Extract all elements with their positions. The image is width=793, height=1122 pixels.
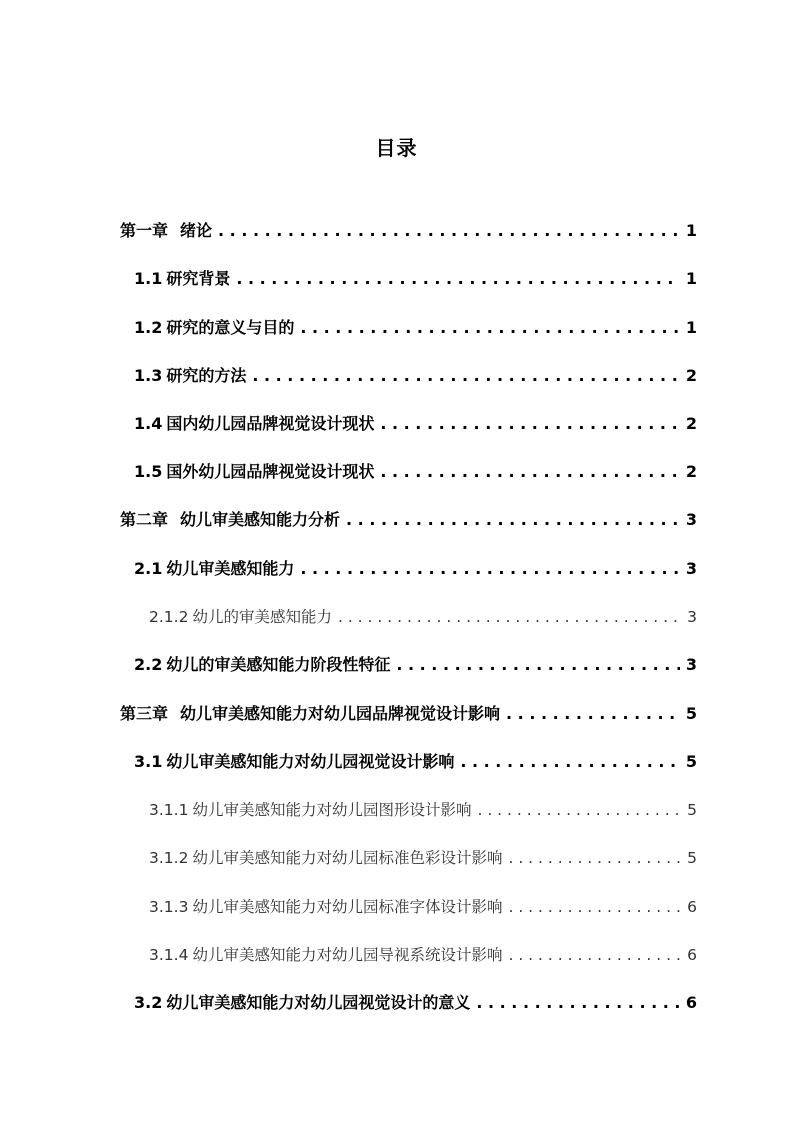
toc-entry-page: 2 (685, 462, 697, 481)
toc-entry-text: 幼儿审美感知能力对幼儿园视觉设计的意义 (166, 993, 471, 1012)
toc-leader-dots (396, 653, 680, 677)
toc-entry[interactable] (134, 267, 697, 291)
toc-entry[interactable] (134, 653, 697, 677)
toc-entry[interactable] (134, 412, 697, 436)
toc-entry-number: 3.2 (134, 993, 163, 1012)
toc-entry-text: 幼儿审美感知能力对幼儿园标准色彩设计影响 (192, 849, 503, 867)
toc-entry-text: 研究的意义与目的 (166, 318, 295, 337)
toc-entry[interactable] (134, 557, 697, 581)
toc-title: 目录 (375, 136, 418, 160)
toc-entry-page: 5 (687, 849, 697, 867)
toc-entry-text: 幼儿的审美感知能力阶段性特征 (166, 655, 391, 674)
toc-leader-dots (300, 316, 680, 340)
toc-entry[interactable] (120, 702, 697, 726)
toc-entry-number: 3.1.3 (149, 898, 189, 916)
toc-entry[interactable] (134, 750, 697, 774)
toc-entry-page: 3 (685, 510, 697, 529)
toc-entry-page: 6 (685, 993, 697, 1012)
toc-entry-number: 1.1 (134, 269, 163, 288)
toc-entry-number: 1.5 (134, 462, 163, 481)
toc-leader-dots (477, 798, 681, 822)
toc-entry-page: 5 (685, 752, 697, 771)
toc-entry-text: 绪论 (180, 221, 213, 240)
toc-entry[interactable] (134, 991, 697, 1015)
toc-leader-dots (252, 364, 680, 388)
toc-entry-page: 3 (685, 655, 697, 674)
toc-entry[interactable] (120, 219, 697, 243)
toc-entry-page: 1 (685, 318, 697, 337)
toc-entry[interactable] (134, 364, 697, 388)
toc-entry-text: 国内幼儿园品牌视觉设计现状 (166, 414, 375, 433)
toc-entry-number: 2.2 (134, 655, 163, 674)
toc-entry-page: 2 (685, 414, 697, 433)
toc-entry-page: 1 (685, 221, 697, 240)
toc-entry-number: 3.1.4 (149, 946, 189, 964)
toc-entry-text: 幼儿审美感知能力对幼儿园标准字体设计影响 (192, 898, 503, 916)
toc-entry-page: 5 (687, 801, 697, 819)
toc-entry-text: 国外幼儿园品牌视觉设计现状 (166, 462, 375, 481)
toc-entry-text: 研究的方法 (166, 366, 247, 385)
toc-entry-text: 研究背景 (166, 269, 231, 288)
toc-leader-dots (508, 895, 681, 919)
toc-entry-page: 3 (687, 608, 697, 626)
toc-entry-text: 幼儿审美感知能力分析 (180, 510, 341, 529)
toc-entry-page: 2 (685, 366, 697, 385)
toc-entry-number: 1.3 (134, 366, 163, 385)
toc-entry-number: 1.4 (134, 414, 163, 433)
toc-entry-number: 1.2 (134, 318, 163, 337)
toc-entry-page: 1 (685, 269, 697, 288)
toc-entry-number: 3.1.1 (149, 801, 189, 819)
toc-leader-dots (460, 750, 680, 774)
toc-entry-text: 幼儿审美感知能力对幼儿园导视系统设计影响 (192, 946, 503, 964)
toc-entry-page: 5 (685, 704, 697, 723)
toc-entry-text: 幼儿的审美感知能力 (192, 608, 332, 626)
toc-leader-dots (300, 557, 680, 581)
toc-entry[interactable] (149, 798, 697, 822)
toc-leader-dots (236, 267, 680, 291)
toc-entry-text: 幼儿审美感知能力对幼儿园视觉设计影响 (166, 752, 455, 771)
toc-entry[interactable] (134, 316, 697, 340)
toc-entry-page: 6 (687, 898, 697, 916)
toc-entry-number: 3.1 (134, 752, 163, 771)
toc-entry-text: 幼儿审美感知能力对幼儿园品牌视觉设计影响 (180, 704, 501, 723)
toc-entry[interactable] (134, 460, 697, 484)
toc-entry-number: 2.1 (134, 559, 163, 578)
toc-leader-dots (338, 605, 681, 629)
toc-leader-dots (508, 846, 681, 870)
toc-entry-page: 6 (687, 946, 697, 964)
toc-leader-dots (218, 219, 680, 243)
toc-leader-dots (380, 460, 680, 484)
toc-entry-text: 幼儿审美感知能力对幼儿园图形设计影响 (192, 801, 472, 819)
toc-leader-dots (506, 702, 680, 726)
toc-entry[interactable] (149, 846, 697, 870)
toc-entry-number: 3.1.2 (149, 849, 189, 867)
toc-entry[interactable] (149, 943, 697, 967)
toc-entry-page: 3 (685, 559, 697, 578)
toc-entry[interactable] (120, 508, 697, 532)
toc-leader-dots (346, 508, 680, 532)
toc-entry-text: 幼儿审美感知能力 (166, 559, 295, 578)
toc-entry-number: 第三章 (120, 704, 169, 723)
toc-leader-dots (508, 943, 681, 967)
toc-leader-dots (380, 412, 680, 436)
toc-entry-number: 2.1.2 (149, 608, 189, 626)
toc-entry-number: 第一章 (120, 221, 169, 240)
toc-entry[interactable] (149, 605, 697, 629)
toc-entry-number: 第二章 (120, 510, 169, 529)
toc-leader-dots (476, 991, 680, 1015)
toc-entry[interactable] (149, 895, 697, 919)
